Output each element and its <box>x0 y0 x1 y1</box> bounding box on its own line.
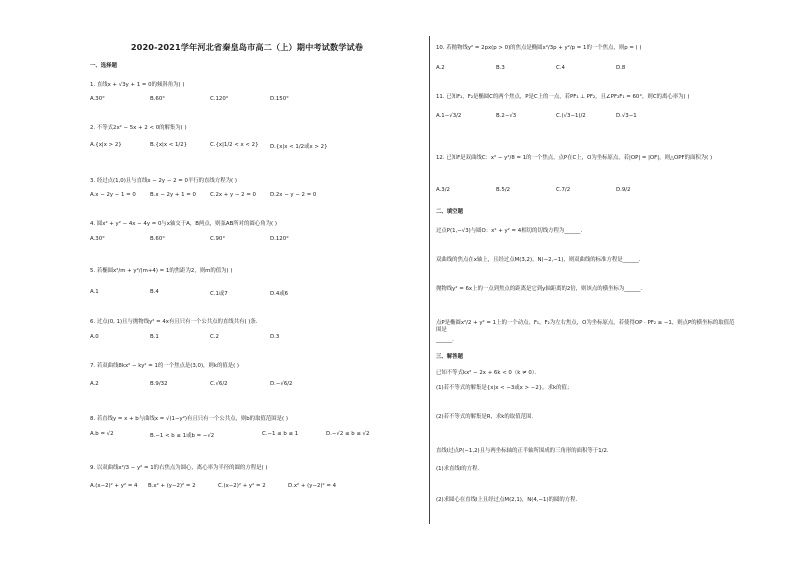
option-c: C.2 <box>210 334 219 340</box>
question-options <box>90 192 390 199</box>
question-options <box>90 334 390 341</box>
option-d: D.8 <box>616 65 626 71</box>
option-a: A.b = √2 <box>90 431 114 437</box>
section-heading-fill: 二、填空题 <box>436 209 463 215</box>
option-d: D.4或6 <box>270 291 289 297</box>
question-stem: 2. 不等式2x² − 5x + 2 < 0的解集为( ) <box>90 125 187 131</box>
option-a: A.x − 2y − 1 = 0 <box>90 192 136 198</box>
option-a: A.1−√3/2 <box>436 113 462 119</box>
question-options <box>90 142 390 149</box>
question-stem: 8. 若直线y = x + b与曲线x = √(1−y²)有且只有一个公共点，则b的取值范围是( ) <box>90 416 288 422</box>
option-a: A.(x−2)² + y² = 4 <box>90 483 138 489</box>
answer-question: 直线l过点P(−1,2)且与两坐标轴的正半轴所围成的三角形的面积等于1/2． <box>436 448 613 454</box>
option-d: D.{x|x < 1/2或x > 2} <box>270 144 328 150</box>
question-stem: 9. 以双曲线x²/3 − y² = 1的右焦点为圆心，离心率为半径的圆的方程是( ) <box>90 465 268 471</box>
question-stem: 4. 圆x² + y² − 4x − 4y = 0与x轴交于A，B两点，则弦AB所对的圆心角为( ) <box>90 221 277 227</box>
section-heading-answer: 三、解答题 <box>436 354 463 360</box>
option-b: B.−1 < b ≤ 1或b = −√2 <box>150 433 215 439</box>
question-options <box>436 65 736 72</box>
option-a: A.2 <box>436 65 445 71</box>
option-d: D.120° <box>270 236 289 242</box>
option-c: C.√6/2 <box>210 381 228 387</box>
question-options <box>90 381 390 388</box>
option-c: C.1或7 <box>210 291 228 297</box>
option-d: D.150° <box>270 96 289 102</box>
option-b: B.x − 2y + 1 = 0 <box>150 192 196 198</box>
option-b: B.3 <box>496 65 505 71</box>
option-c: C.120° <box>210 96 229 102</box>
option-c: C.(√3−1)/2 <box>556 113 586 119</box>
option-d: D.x² + (y−2)² = 4 <box>288 483 337 489</box>
option-d: D.−√2 ≤ b ≤ √2 <box>326 431 370 437</box>
question-options <box>90 431 408 438</box>
fill-question: 点P是椭圆x²/2 + y² = 1上的一个动点，F₁，F₂为左右焦点，O为坐标原点，若使得OP · PF₂ ≥ −1，则点P的横坐标的取值范围是 <box>436 320 735 333</box>
option-d: D.−√6/2 <box>270 381 293 387</box>
option-c: C.(x−2)² + y² = 2 <box>218 483 266 489</box>
option-a: A.0 <box>90 334 99 340</box>
option-a: A.{x|x > 2} <box>90 142 122 148</box>
question-options <box>90 96 390 103</box>
question-options <box>90 483 408 490</box>
option-b: B.60° <box>150 236 165 242</box>
fill-question: ______． <box>436 337 458 343</box>
option-a: A.30° <box>90 96 105 102</box>
page-title: 2020-2021学年河北省秦皇岛市高二（上）期中考试数学试卷 <box>130 42 364 52</box>
question-stem: 7. 若双曲线8kx² − ky² = 1的一个焦点是(3,0)，则k的值是( ) <box>90 363 240 369</box>
option-b: B.2−√3 <box>496 113 517 119</box>
option-d: D.3 <box>270 334 280 340</box>
answer-question: 已知不等式kx² − 2x + 6k < 0（k ≠ 0）． <box>436 370 540 376</box>
option-c: C.7/2 <box>556 187 571 193</box>
option-a: A.30° <box>90 236 105 242</box>
option-b: B.5/2 <box>496 187 511 193</box>
fill-question: 双曲线的焦点在x轴上，且经过点M(3,2)，N(−2,−1)，则双曲线的标准方程是______． <box>436 257 645 263</box>
option-b: B.4 <box>150 289 159 295</box>
option-b: B.x² + (y−2)² = 2 <box>148 483 196 489</box>
answer-subpart: (2)若不等式的解集是R，求k的取值范围． <box>436 414 537 420</box>
option-a: A.2 <box>90 381 99 387</box>
fill-question: 抛物线y² = 6x上的一点到焦点的距离是它到y轴距离的2倍，则该点的横坐标为______． <box>436 286 646 292</box>
section-heading-choice: 一、选择题 <box>90 63 117 69</box>
question-stem: 12. 已知F是双曲线C：x² − y²/8 = 1的一个焦点，点P在C上，O为坐标原点，若|OP| = |OF|，则△OPF的面积为( ) <box>436 155 713 161</box>
question-stem: 3. 经过点(1,0)且与直线x − 2y − 2 = 0平行的直线方程为( ) <box>90 178 237 184</box>
question-stem: 5. 若椭圆x²/m + y²/(m+4) = 1的焦距为2，则m的值为( ) <box>90 268 233 274</box>
answer-subpart: (2)求圆心在直线l上且经过点M(2,1)，N(4,−1)的圆的方程． <box>436 497 581 503</box>
option-d: D.2x − y − 2 = 0 <box>270 192 317 198</box>
option-d: D.√3−1 <box>616 113 637 119</box>
question-options <box>436 113 736 120</box>
option-b: B.1 <box>150 334 159 340</box>
column-divider <box>429 36 430 524</box>
option-a: A.1 <box>90 289 99 295</box>
answer-subpart: (1)若不等式的解集是{x|x < −3或x > −2}，求k的值； <box>436 385 573 391</box>
question-options <box>90 236 390 243</box>
fill-question: 过点P(1,−√3)与圆O：x² + y² = 4相切的切线方程为______． <box>436 228 586 234</box>
option-c: C.4 <box>556 65 565 71</box>
option-c: C.−1 ≤ b ≤ 1 <box>262 431 299 437</box>
option-a: A.3/2 <box>436 187 450 193</box>
question-stem: 10. 若抛物线y² = 2px(p > 0)的焦点是椭圆x²/3p + y²/p = 1的一个焦点，则p = ( ) <box>436 45 642 51</box>
question-stem: 6. 过点(0, 1)且与抛物线y² = 4x有且只有一个公共点的直线共有( )条． <box>90 319 262 325</box>
answer-subpart: (1)求直线l的方程． <box>436 466 483 472</box>
option-c: C.90° <box>210 236 226 242</box>
option-b: B.9/32 <box>150 381 168 387</box>
option-d: D.9/2 <box>616 187 631 193</box>
option-b: B.{x|x < 1/2} <box>150 142 188 148</box>
question-options <box>436 187 736 194</box>
option-b: B.60° <box>150 96 165 102</box>
option-c: C.{x|1/2 < x < 2} <box>210 142 259 148</box>
question-stem: 1. 直线x + √3y + 1 = 0的倾斜角为( ) <box>90 82 185 88</box>
option-c: C.2x + y − 2 = 0 <box>210 192 256 198</box>
question-stem: 11. 已知F₁，F₂是椭圆C的两个焦点，P是C上的一点，若PF₁ ⊥ PF₂，且∠PF₂F₁ = 60°，则C的离心率为( ) <box>436 94 690 100</box>
question-options <box>90 289 390 296</box>
